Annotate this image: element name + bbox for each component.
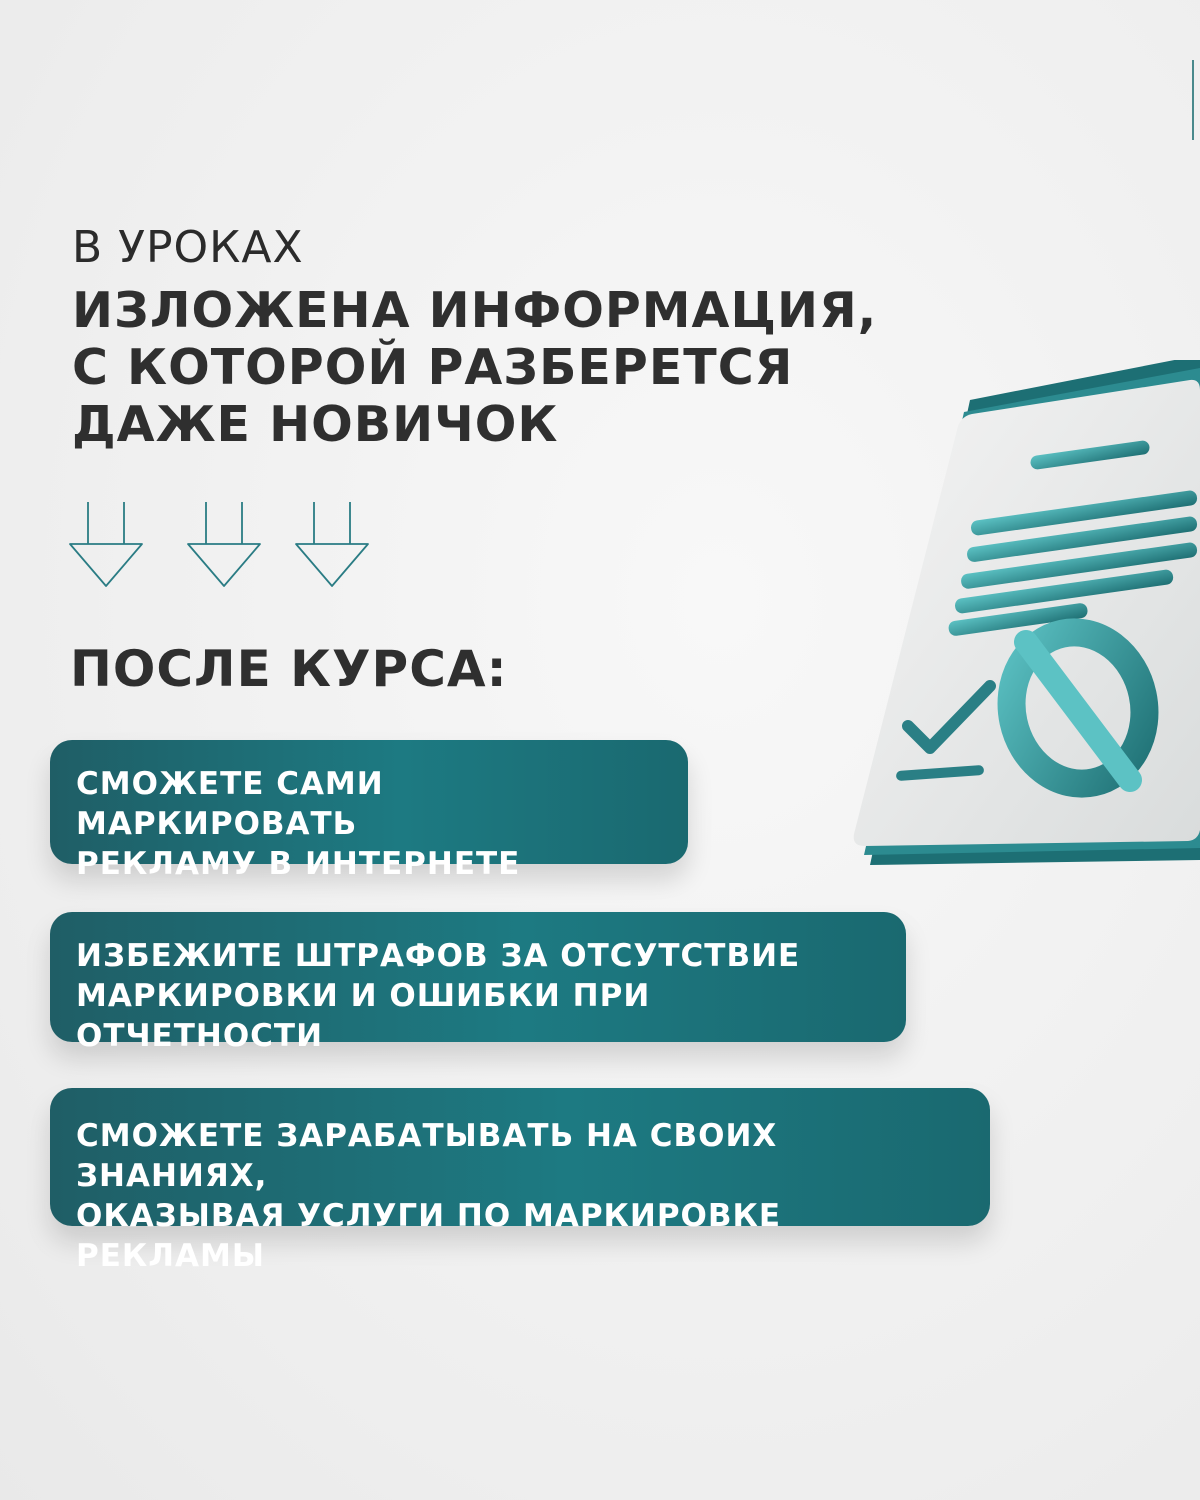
benefit-text: РЕКЛАМУ В ИНТЕРНЕТЕ bbox=[76, 846, 521, 882]
benefit-text: СМОЖЕТЕ ЗАРАБАТЫВАТЬ НА СВОИХ ЗНАНИЯХ, bbox=[76, 1118, 778, 1194]
headline-line-2: С КОТОРОЙ РАЗБЕРЕТСЯ bbox=[72, 339, 794, 396]
benefit-card bbox=[50, 740, 688, 882]
headline bbox=[72, 282, 892, 453]
after-course-heading: ПОСЛЕ КУРСА: bbox=[70, 640, 508, 698]
benefit-text: ИЗБЕЖИТЕ ШТРАФОВ ЗА ОТСУТСТВИЕ bbox=[76, 938, 801, 974]
arrow-down-icon bbox=[70, 502, 142, 586]
document-checkmark-icon bbox=[830, 360, 1200, 900]
headline-line-1: ИЗЛОЖЕНА ИНФОРМАЦИЯ, bbox=[72, 282, 878, 339]
arrow-down-icons bbox=[66, 498, 386, 598]
benefit-text: ОКАЗЫВАЯ УСЛУГИ ПО МАРКИРОВКЕ РЕКЛАМЫ bbox=[76, 1198, 782, 1274]
benefit-card bbox=[50, 912, 906, 1054]
intro-text: В УРОКАХ bbox=[72, 222, 304, 273]
benefit-text: МАРКИРОВКИ И ОШИБКИ ПРИ ОТЧЕТНОСТИ bbox=[76, 978, 651, 1054]
benefit-text: СМОЖЕТЕ САМИ МАРКИРОВАТЬ bbox=[76, 766, 384, 842]
edge-accent-line bbox=[1192, 60, 1194, 140]
headline-line-3: ДАЖЕ НОВИЧОК bbox=[72, 396, 559, 453]
benefit-card bbox=[50, 1088, 990, 1274]
arrow-down-icon bbox=[188, 502, 260, 586]
arrow-down-icon bbox=[296, 502, 368, 586]
